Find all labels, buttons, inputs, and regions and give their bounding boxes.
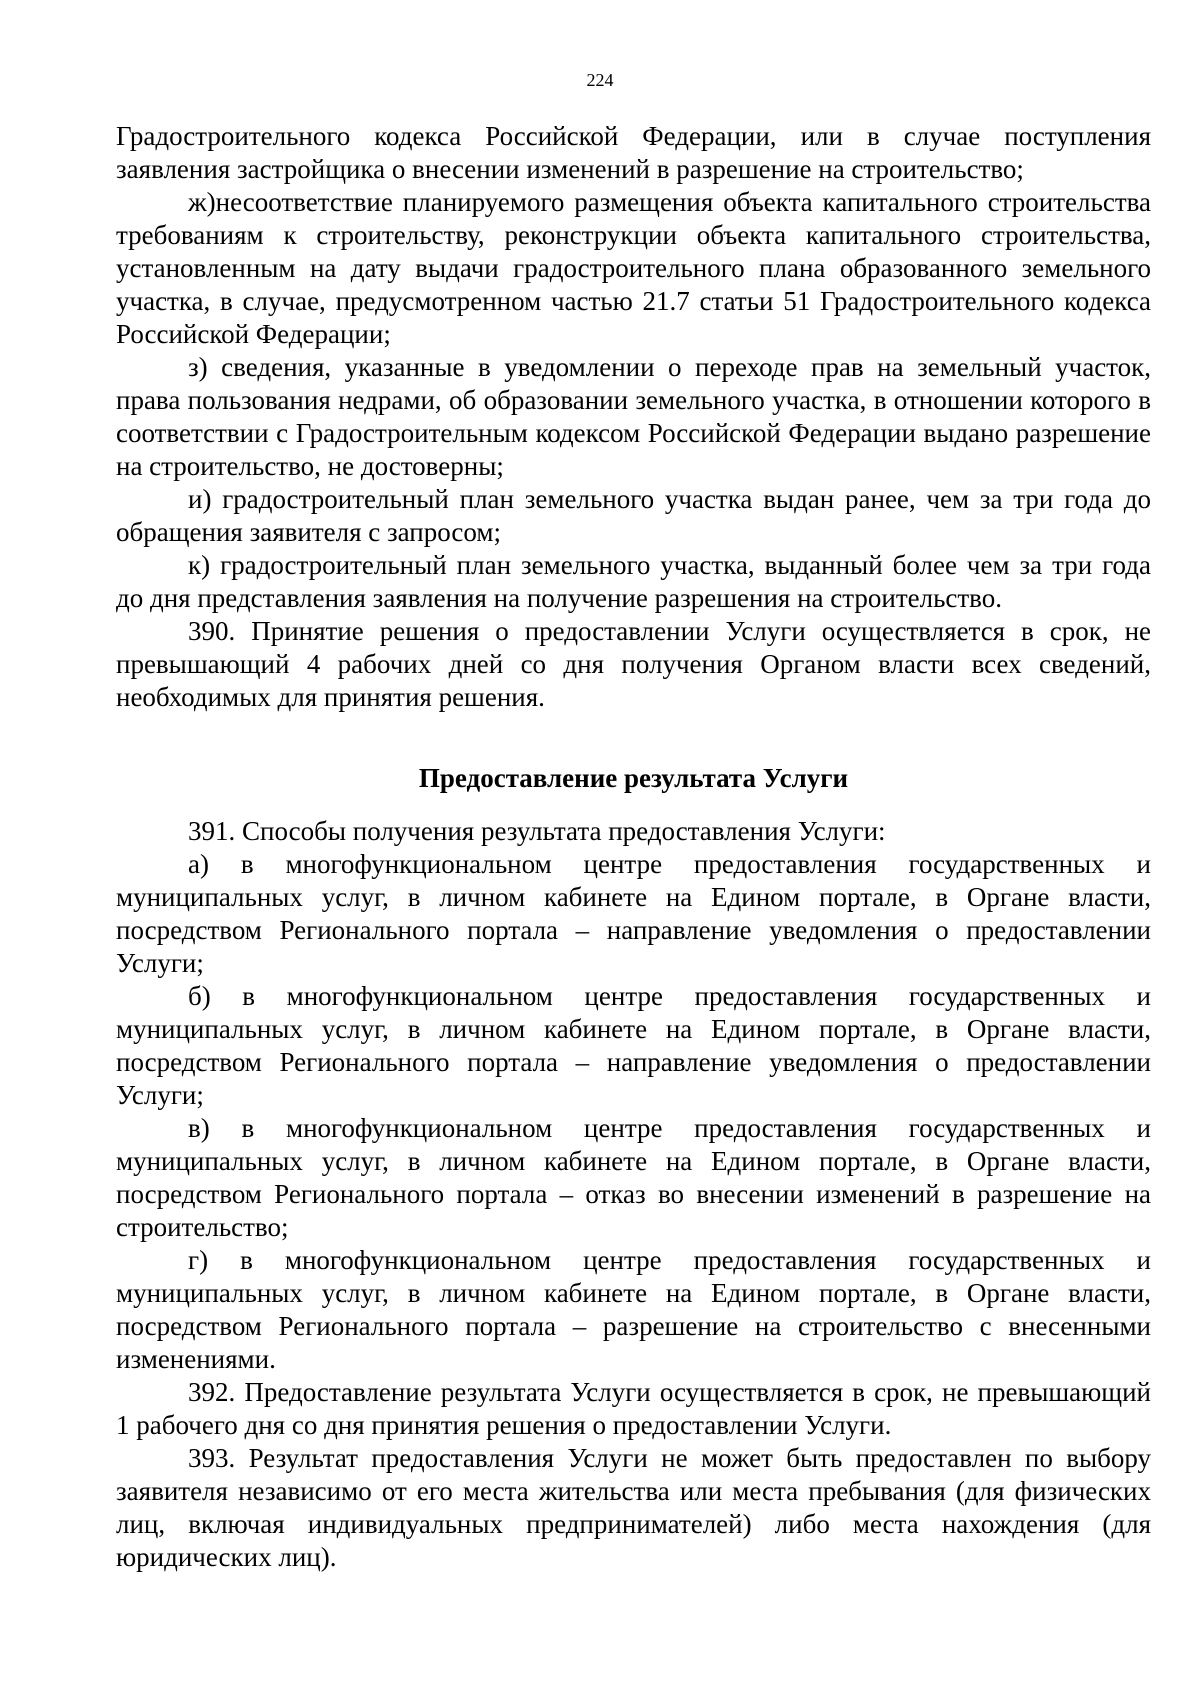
paragraph: в) в многофункциональном центре предоставления государственных и муниципальных услуг, в личном кабинете на Едином портале, в Органе власти, посредством Регионального портала – отказ во внесении изменений в разрешение на строительство; — [116, 1113, 1151, 1242]
paragraph: 391. Способы получения результата предоставления Услуги: — [188, 816, 886, 846]
paragraph: 390. Принятие решения о предоставлении Услуги осуществляется в срок, не превышающий 4 рабочих дней со дня получения Органом власти всех сведений, необходимых для принятия решения. — [116, 616, 1151, 712]
paragraph: а) в многофункциональном центре предоставления государственных и муниципальных услуг, в личном кабинете на Едином портале, в Органе власти, посредством Регионального портала – направление уведомления о предоставлении Услуги; — [116, 849, 1151, 978]
paragraph: ж)несоответствие планируемого размещения объекта капитального строительства требованиям к строительству, реконструкции объекта капитального строительства, установленным на дату выдачи градостроительного плана образованного земельного участка, в случае, предусмотренном частью 21.7 статьи 51 Градостроительного кодекса Российской Федерации; — [116, 187, 1151, 349]
paragraph: з) сведения, указанные в уведомлении о переходе прав на земельный участок, права пользования недрами, об образовании земельного участка, в отношении которого в соответствии с Градостроительным кодексом Российской Федерации выдано разрешение на строительство, не достоверны; — [116, 352, 1151, 481]
paragraph: к) градостроительный план земельного участка, выданный более чем за три года до дня представления заявления на получение разрешения на строительство. — [116, 550, 1151, 613]
document-body — [116, 120, 1151, 1574]
paragraph: 393. Результат предоставления Услуги не может быть предоставлен по выбору заявителя независимо от его места жительства или места пребывания (для физических лиц, включая индивидуальных предпринимателей) либо места нахождения (для юридических лиц). — [116, 1443, 1151, 1572]
paragraph: 392. Предоставление результата Услуги осуществляется в срок, не превышающий 1 рабочего дня со дня принятия решения о предоставлении Услуги. — [116, 1377, 1151, 1440]
page-number: 224 — [586, 70, 614, 90]
paragraph: б) в многофункциональном центре предоставления государственных и муниципальных услуг, в личном кабинете на Едином портале, в Органе власти, посредством Регионального портала – направление уведомления о предоставлении Услуги; — [116, 981, 1151, 1110]
section-heading: Предоставление результата Услуги — [418, 763, 849, 793]
paragraph: Градостроительного кодекса Российской Федерации, или в случае поступления заявления застройщика о внесении изменений в разрешение на строительство; — [116, 121, 1151, 184]
paragraph: и) градостроительный план земельного участка выдан ранее, чем за три года до обращения заявителя с запросом; — [116, 484, 1151, 547]
paragraph: г) в многофункциональном центре предоставления государственных и муниципальных услуг, в личном кабинете на Едином портале, в Органе власти, посредством Регионального портала – разрешение на строительство с внесенными изменениями. — [116, 1245, 1151, 1374]
